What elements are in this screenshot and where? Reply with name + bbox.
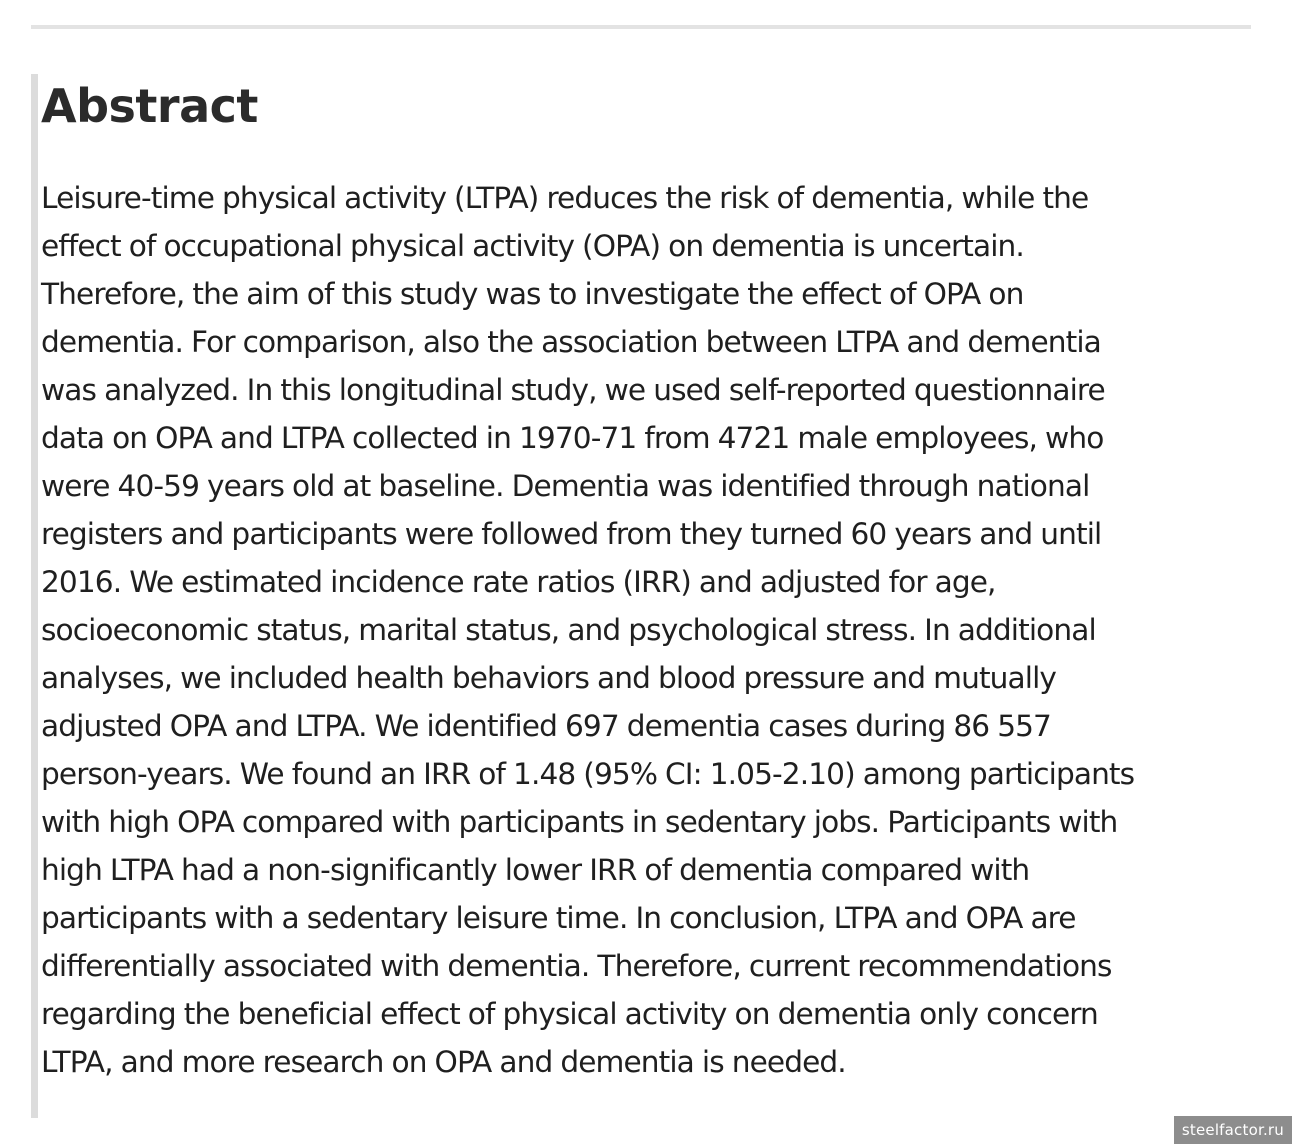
abstract-line: with high OPA compared with participants in sedentary jobs. Participants with — [41, 805, 1118, 839]
abstract-line: effect of occupational physical activity (OPA) on dementia is uncertain. — [41, 229, 1024, 263]
abstract-line: registers and participants were followed from they turned 60 years and until — [41, 517, 1102, 551]
abstract-line: adjusted OPA and LTPA. We identified 697 dementia cases during 86 557 — [41, 709, 1051, 743]
abstract-text — [41, 174, 1221, 1086]
abstract-line: regarding the beneficial effect of physical activity on dementia only concern — [41, 997, 1098, 1031]
abstract-line: was analyzed. In this longitudinal study, we used self-reported questionnaire — [41, 373, 1105, 407]
abstract-line: Therefore, the aim of this study was to investigate the effect of OPA on — [41, 277, 1024, 311]
abstract-line: Leisure-time physical activity (LTPA) reduces the risk of dementia, while the — [41, 181, 1089, 215]
abstract-line: analyses, we included health behaviors and blood pressure and mutually — [41, 661, 1056, 695]
abstract-line: 2016. We estimated incidence rate ratios (IRR) and adjusted for age, — [41, 565, 996, 599]
abstract-line: dementia. For comparison, also the association between LTPA and dementia — [41, 325, 1101, 359]
abstract-line: LTPA, and more research on OPA and dementia is needed. — [41, 1045, 846, 1079]
abstract-line: differentially associated with dementia. Therefore, current recommendations — [41, 949, 1112, 983]
top-divider — [31, 25, 1251, 29]
abstract-line: participants with a sedentary leisure time. In conclusion, LTPA and OPA are — [41, 901, 1076, 935]
abstract-line: person-years. We found an IRR of 1.48 (95% CI: 1.05-2.10) among participants — [41, 757, 1135, 791]
abstract-line: were 40-59 years old at baseline. Dementia was identified through national — [41, 469, 1090, 503]
abstract-line: data on OPA and LTPA collected in 1970-71 from 4721 male employees, who — [41, 421, 1104, 455]
abstract-heading: Abstract — [41, 79, 258, 133]
watermark-badge[interactable]: steelfactor.ru — [1174, 1116, 1292, 1144]
abstract-line: high LTPA had a non-significantly lower IRR of dementia compared with — [41, 853, 1030, 887]
abstract-line: socioeconomic status, marital status, and psychological stress. In additional — [41, 613, 1096, 647]
